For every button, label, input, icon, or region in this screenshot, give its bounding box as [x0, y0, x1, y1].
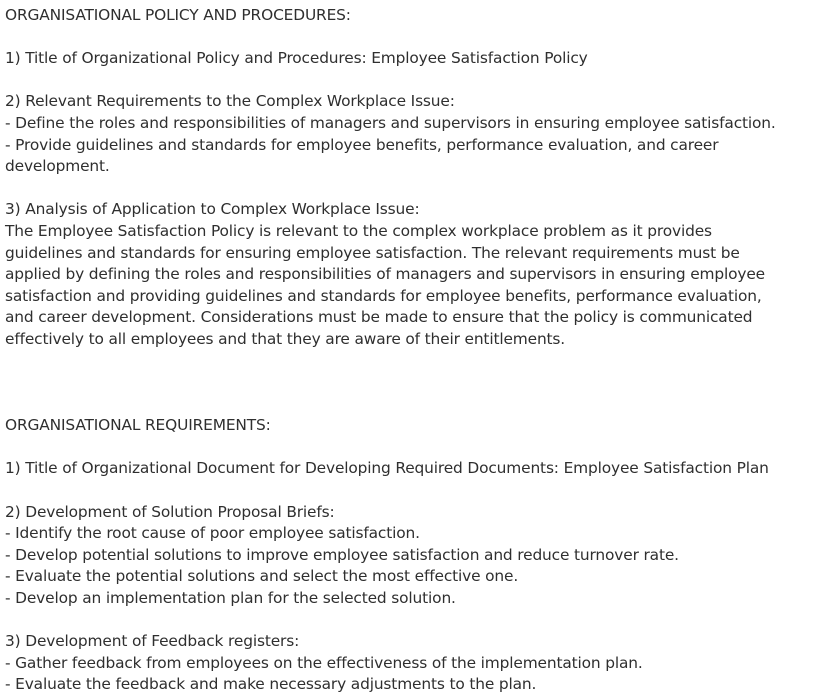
policy-title: 1) Title of Organizational Policy and Procedures: Employee Satisfaction Policy: [5, 49, 588, 68]
brief-line: - Develop potential solutions to improve employee satisfaction and reduce turnover rate.: [5, 545, 679, 564]
policy-analysis-line: and career development. Considerations must be made to ensure that the policy is communicated: [5, 308, 753, 327]
brief-line: - Identify the root cause of poor employee satisfaction.: [5, 524, 420, 543]
requirements-title: 1) Title of Organizational Document for Developing Required Documents: Employee Satisfaction Plan: [5, 459, 769, 478]
feedback-line: - Gather feedback from employees on the effectiveness of the implementation plan.: [5, 653, 643, 672]
policy-requirement-line: - Define the roles and responsibilities of managers and supervisors in ensuring employee satisfaction.: [5, 113, 776, 132]
spacer: [5, 178, 827, 200]
policy-analysis-line: applied by defining the roles and responsibilities of managers and supervisors in ensuring employee: [5, 265, 765, 284]
spacer: [5, 610, 827, 632]
briefs-heading: 2) Development of Solution Proposal Briefs:: [5, 502, 335, 521]
policy-requirements-heading: 2) Relevant Requirements to the Complex Workplace Issue:: [5, 92, 455, 111]
policy-requirement-line: - Provide guidelines and standards for employee benefits, performance evaluation, and career: [5, 135, 719, 154]
document-body: [5, 5, 827, 696]
policy-analysis-line: effectively to all employees and that they are aware of their entitlements.: [5, 329, 566, 348]
policy-heading: ORGANISATIONAL POLICY AND PROCEDURES:: [5, 6, 351, 24]
policy-analysis-line: guidelines and standards for ensuring employee satisfaction. The relevant requirements must be: [5, 243, 740, 262]
spacer: [5, 480, 827, 502]
feedback-line: - Evaluate the feedback and make necessary adjustments to the plan.: [5, 675, 537, 694]
policy-analysis-line: The Employee Satisfaction Policy is relevant to the complex workplace problem as it provides: [5, 221, 712, 240]
spacer: [5, 70, 827, 92]
section-spacer: [5, 351, 827, 416]
feedback-heading: 3) Development of Feedback registers:: [5, 632, 300, 651]
policy-requirement-line: development.: [5, 157, 110, 176]
brief-line: - Evaluate the potential solutions and select the most effective one.: [5, 567, 519, 586]
policy-analysis-line: satisfaction and providing guidelines and standards for employee benefits, performance evaluation,: [5, 286, 762, 305]
policy-analysis-heading: 3) Analysis of Application to Complex Workplace Issue:: [5, 200, 420, 219]
brief-line: - Develop an implementation plan for the selected solution.: [5, 589, 456, 608]
spacer: [5, 27, 827, 49]
spacer: [5, 437, 827, 459]
requirements-heading: ORGANISATIONAL REQUIREMENTS:: [5, 416, 271, 435]
